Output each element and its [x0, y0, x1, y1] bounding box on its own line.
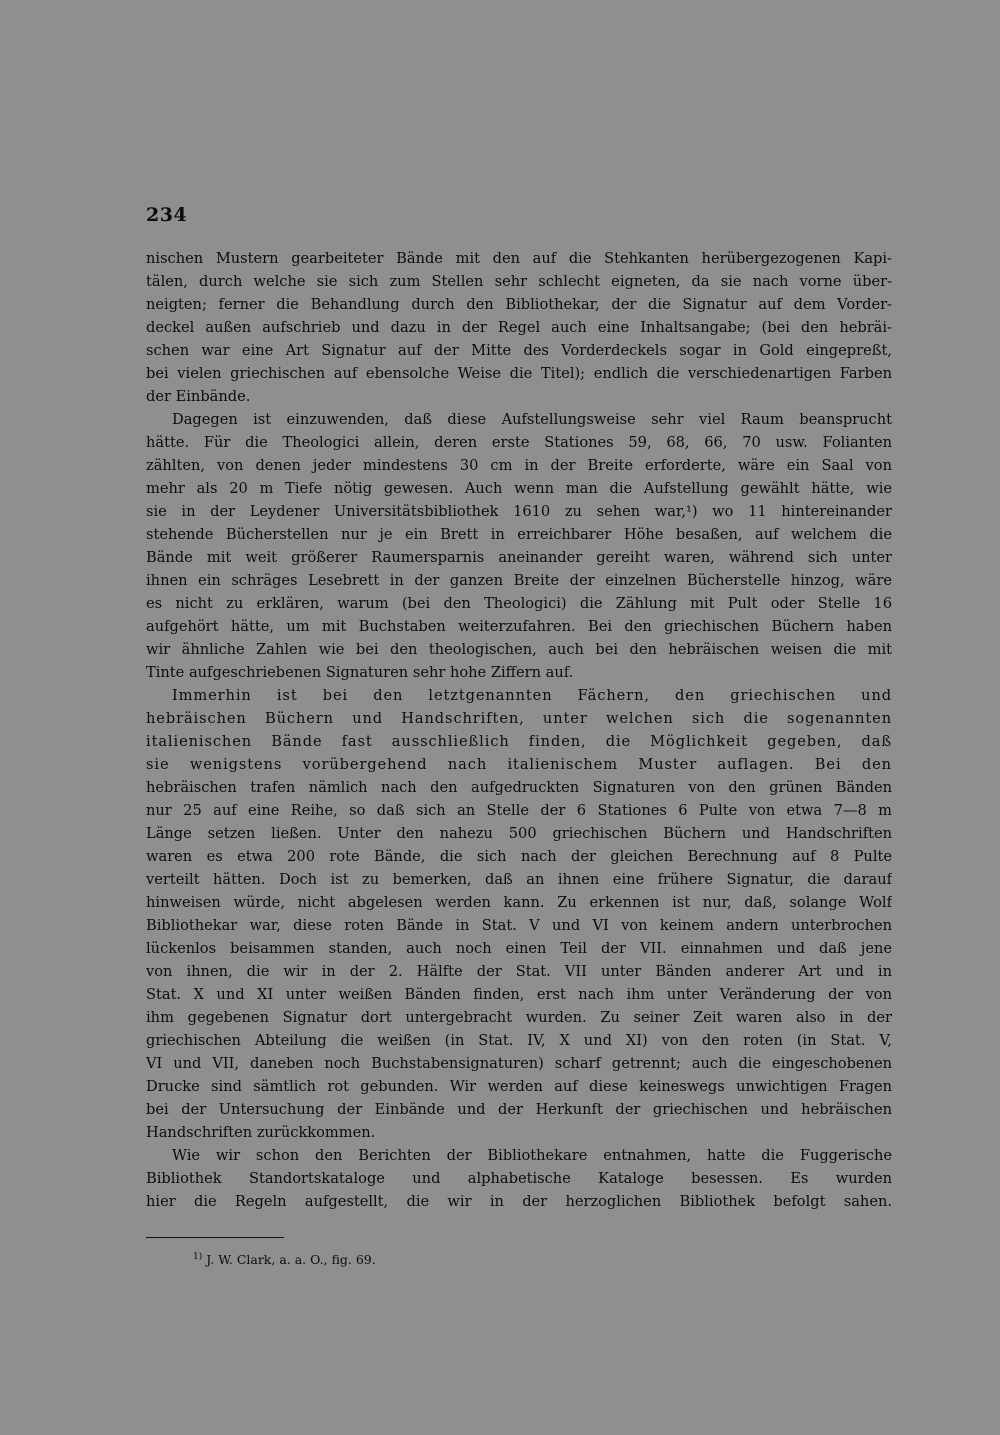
body-text	[146, 247, 892, 1213]
text-line: von ihnen, die wir in der 2. Hälfte der Stat. VII unter Bänden anderer Art und in	[146, 963, 892, 980]
text-line: Wie wir schon den Berichten der Bibliothekare entnahmen, hatte die Fuggerische	[172, 1147, 892, 1164]
text-line: schen war eine Art Signatur auf der Mitte des Vorderdeckels sogar in Gold eingepreßt,	[146, 342, 892, 359]
text-line: Immerhin ist bei den letztgenannten Fächern, den griechischen und	[172, 687, 892, 704]
text-line: griechischen Abteilung die weißen (in Stat. IV, X und XI) von den roten (in Stat. V,	[146, 1032, 892, 1049]
text-line: sie wenigstens vorübergehend nach italienischem Muster auflagen. Bei den	[146, 756, 892, 773]
text-line: hebräischen Büchern und Handschriften, unter welchen sich die sogenannten	[146, 710, 892, 727]
text-line: Bibliothek Standortskataloge und alphabetische Kataloge besessen. Es wurden	[146, 1170, 892, 1187]
text-line: es nicht zu erklären, warum (bei den Theologici) die Zählung mit Pult oder Stelle 16	[146, 595, 892, 612]
footnote-rule	[146, 1237, 284, 1238]
text-line: Bibliothekar war, diese roten Bände in Stat. V und VI von keinem andern unterbrochen	[146, 917, 892, 934]
text-line: ihnen ein schräges Lesebrett in der ganzen Breite der einzelnen Bücherstelle hinzog, wäre	[146, 572, 892, 589]
text-line: Drucke sind sämtlich rot gebunden. Wir werden auf diese keineswegs unwichtigen Fragen	[146, 1078, 892, 1095]
text-line: neigten; ferner die Behandlung durch den Bibliothekar, der die Signatur auf dem Vorder-	[146, 296, 892, 313]
text-line: Dagegen ist einzuwenden, daß diese Aufstellungsweise sehr viel Raum beansprucht	[172, 411, 892, 428]
text-line: bei vielen griechischen auf ebensolche Weise die Titel); endlich die verschiedenartigen Farben	[146, 365, 892, 382]
text-line: aufgehört hätte, um mit Buchstaben weiterzufahren. Bei den griechischen Büchern haben	[146, 618, 892, 635]
text-line: hebräischen trafen nämlich nach den aufgedruckten Signaturen von den grünen Bänden	[146, 779, 892, 796]
text-line: sie in der Leydener Universitätsbibliothek 1610 zu sehen war,¹) wo 11 hintereinander	[146, 503, 892, 520]
text-line: ihm gegebenen Signatur dort untergebracht wurden. Zu seiner Zeit waren also in der	[146, 1009, 892, 1026]
text-line: hier die Regeln aufgestellt, die wir in der herzoglichen Bibliothek befolgt sahen.	[146, 1193, 892, 1210]
text-line: Tinte aufgeschriebenen Signaturen sehr hohe Ziffern auf.	[146, 664, 574, 681]
text-line: Länge setzen ließen. Unter den nahezu 500 griechischen Büchern und Handschriften	[146, 825, 892, 842]
text-line: tälen, durch welche sie sich zum Stellen sehr schlecht eigneten, da sie nach vorne über-	[146, 273, 892, 290]
text-line: nur 25 auf eine Reihe, so daß sich an Stelle der 6 Stationes 6 Pulte von etwa 7—8 m	[146, 802, 892, 819]
text-line: der Einbände.	[146, 388, 251, 405]
text-line: wir ähnliche Zahlen wie bei den theologischen, auch bei den hebräischen weisen die mit	[146, 641, 892, 658]
text-line: hätte. Für die Theologici allein, deren erste Stationes 59, 68, 66, 70 usw. Folianten	[146, 434, 892, 451]
page-number: 234	[146, 204, 188, 226]
text-line: zählten, von denen jeder mindestens 30 cm in der Breite erforderte, wäre ein Saal von	[146, 457, 892, 474]
text-line: lückenlos beisammen standen, auch noch einen Teil der VII. einnahmen und daß jene	[146, 940, 892, 957]
text-line: VI und VII, daneben noch Buchstabensignaturen) scharf getrennt; auch die eingeschobenen	[146, 1055, 892, 1072]
footnote	[193, 1248, 376, 1269]
text-line: mehr als 20 m Tiefe nötig gewesen. Auch wenn man die Aufstellung gewählt hätte, wie	[146, 480, 892, 497]
text-line: Stat. X und XI unter weißen Bänden finden, erst nach ihm unter Veränderung der von	[146, 986, 892, 1003]
text-line: deckel außen aufschrieb und dazu in der Regel auch eine Inhaltsangabe; (bei den hebräi-	[146, 319, 892, 336]
text-line: verteilt hätten. Doch ist zu bemerken, daß an ihnen eine frühere Signatur, die darauf	[146, 871, 892, 888]
text-line: italienischen Bände fast ausschließlich finden, die Möglichkeit gegeben, daß	[146, 733, 892, 750]
text-line: Handschriften zurückkommen.	[146, 1124, 376, 1141]
text-line: nischen Mustern gearbeiteter Bände mit den auf die Stehkanten herübergezogenen Kapi-	[146, 250, 892, 267]
footnote-marker: 1)	[193, 1252, 203, 1262]
text-line: bei der Untersuchung der Einbände und der Herkunft der griechischen und hebräischen	[146, 1101, 892, 1118]
text-line: stehende Bücherstellen nur je ein Brett in erreichbarer Höhe besaßen, auf welchem die	[146, 526, 892, 543]
text-line: Bände mit weit größerer Raumersparnis aneinander gereiht waren, während sich unter	[146, 549, 892, 566]
text-line: waren es etwa 200 rote Bände, die sich nach der gleichen Berechnung auf 8 Pulte	[146, 848, 892, 865]
footnote-text: J. W. Clark, a. a. O., fig. 69.	[202, 1252, 376, 1268]
text-line: hinweisen würde, nicht abgelesen werden kann. Zu erkennen ist nur, daß, solange Wolf	[146, 894, 892, 911]
